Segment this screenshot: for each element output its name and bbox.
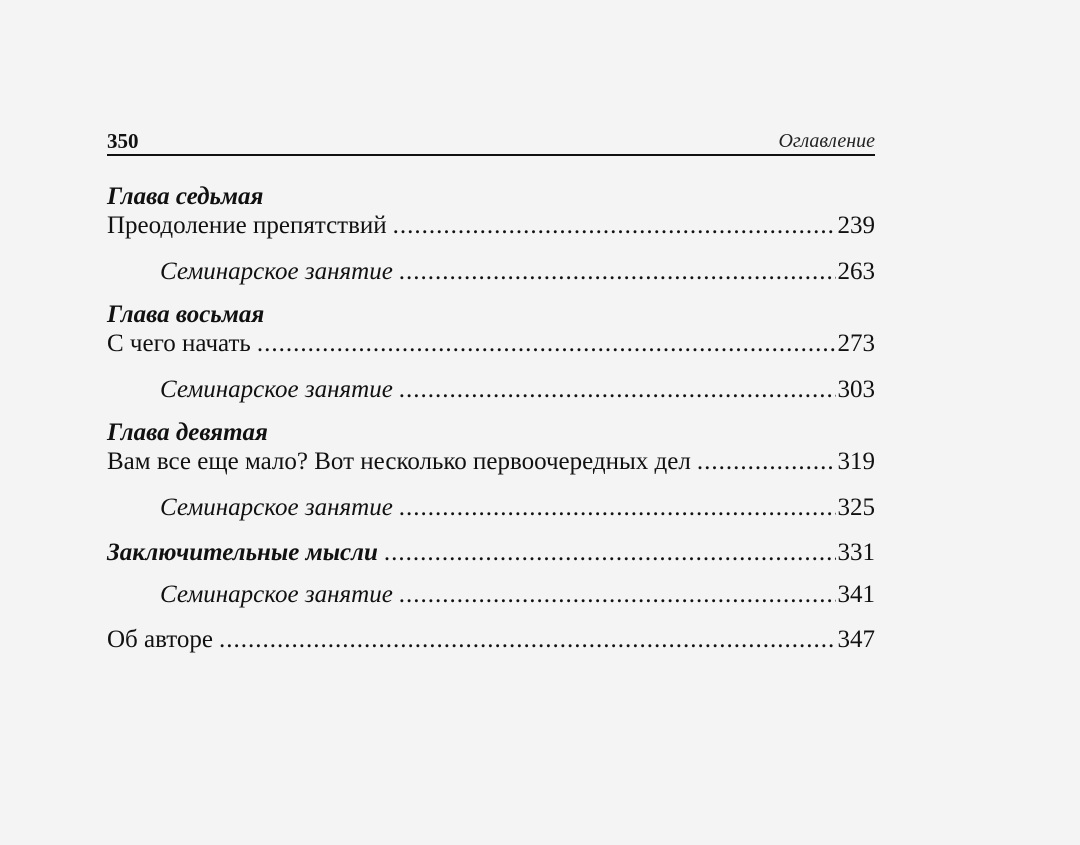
dot-leader [219, 622, 836, 658]
dot-leader [697, 448, 836, 476]
toc-entry-title: Семинарское занятие [160, 581, 393, 608]
page-number: 350 [107, 129, 139, 153]
toc-entry-title: Об авторе [107, 626, 213, 653]
chapter-heading-9: Глава девятая [107, 419, 268, 446]
toc-entry-title: Семинарское занятие [160, 376, 393, 403]
toc-entry-conclusion [107, 535, 875, 571]
toc-entry-page: 341 [837, 581, 875, 608]
toc-entry-page: 319 [837, 448, 875, 475]
table-of-contents [107, 181, 875, 658]
dot-leader [399, 254, 836, 290]
toc-entry-title: Преодоление препятствий [107, 212, 387, 239]
toc-entry-page: 325 [837, 494, 875, 521]
toc-entry-title: Вам все еще мало? Вот несколько первоочередных дел [107, 448, 691, 475]
toc-entry-about-author [107, 622, 875, 658]
chapter-heading-7: Глава седьмая [107, 183, 264, 210]
toc-entry-chapter-8 [107, 330, 875, 358]
dot-leader [257, 330, 836, 358]
toc-entry-page: 263 [837, 258, 875, 285]
toc-entry-chapter-7 [107, 212, 875, 240]
toc-entry-page: 273 [837, 330, 875, 357]
toc-entry-seminar-conclusion [107, 577, 875, 613]
dot-leader [384, 535, 836, 571]
dot-leader [399, 490, 836, 526]
toc-entry-page: 239 [837, 212, 875, 239]
toc-entry-title: Семинарское занятие [160, 494, 393, 521]
toc-entry-title: Заключительные мысли [107, 539, 378, 566]
dot-leader [399, 577, 836, 613]
toc-entry-seminar-7 [107, 254, 875, 290]
toc-entry-page: 303 [837, 376, 875, 403]
running-title: Оглавление [778, 130, 875, 152]
dot-leader [393, 212, 836, 240]
toc-entry-chapter-9 [107, 448, 875, 476]
toc-entry-title: Семинарское занятие [160, 258, 393, 285]
toc-entry-page: 347 [837, 626, 875, 653]
chapter-heading-8: Глава восьмая [107, 301, 265, 328]
page-header [107, 128, 875, 156]
toc-entry-seminar-9 [107, 490, 875, 526]
toc-entry-page: 331 [837, 539, 875, 566]
toc-entry-title: С чего начать [107, 330, 251, 357]
toc-entry-seminar-8 [107, 372, 875, 408]
dot-leader [399, 372, 836, 408]
